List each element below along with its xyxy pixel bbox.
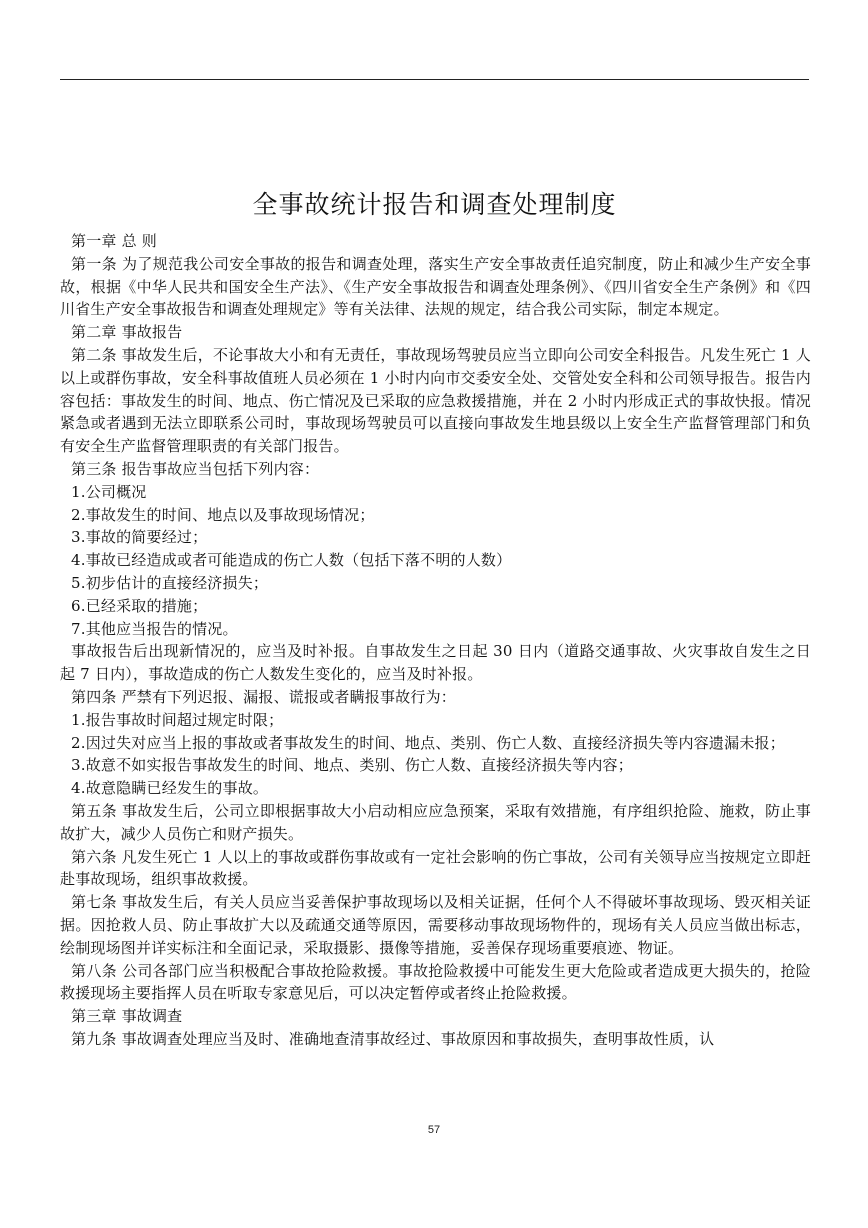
article-paragraph: 第七条 事故发生后，有关人员应当妥善保护事故现场以及相关证据，任何个人不得破坏事故现场、毁灭相关证据。因抢救人员、防止事故扩大以及疏通交通等原因，需要移动事故现场物件的，现场有关人员应当做出标志，绘制现场图并详实标注和全面记录，采取摄影、摄像等措施，妥善保存现场重要痕迹、物证。 xyxy=(60,893,811,957)
body-paragraph: 事故报告后出现新情况的，应当及时补报。自事故发生之日起 30 日内（道路交通事故、火灾事故自发生之日起 7 日内），事故造成的伤亡人数发生变化的，应当及时补报。 xyxy=(60,642,811,684)
chapter-heading: 第一章 总 则 xyxy=(71,232,157,250)
list-item: 2.事故发生的时间、地点以及事故现场情况； xyxy=(71,505,375,524)
document-body xyxy=(60,230,811,1051)
article-paragraph: 第二条 事故发生后，不论事故大小和有无责任，事故现场驾驶员应当立即向公司安全科报告。凡发生死亡 1 人以上或群伤事故，安全科事故值班人员必须在 1 小时内向市交委安全处、交管处安全科和公司领导报告。报告内容包括：事故发生的时间、地点、伤亡情况及已采取的应急救援措施，并在 2 小时内形成正式的事故快报。情况紧急或者遇到无法立即联系公司时，事故现场驾驶员可以直接向事故发生地县级以上安全生产监督管理部门和负有安全生产监督管理职责的有关部门报告。 xyxy=(60,345,811,456)
article-paragraph: 第六条 凡发生死亡 1 人以上的事故或群伤事故或有一定社会影响的伤亡事故，公司有关领导应当按规定立即赶赴事故现场，组织事故救援。 xyxy=(60,847,811,889)
list-item: 1.公司概况 xyxy=(71,482,147,501)
article-paragraph: 第三条 报告事故应当包括下列内容： xyxy=(71,459,320,478)
article-paragraph: 第一条 为了规范我公司安全事故的报告和调查处理，落实生产安全事故责任追究制度，防止和减少生产安全事故，根据《中华人民共和国安全生产法》、《生产安全事故报告和调查处理条例》、《四川省安全生产条例》和《四川省生产安全事故报告和调查处理规定》等有关法律、法规的规定，结合我公司实际，制定本规定。 xyxy=(60,254,811,319)
list-item: 1.报告事故时间超过规定时限； xyxy=(71,710,284,729)
list-item: 3.事故的简要经过； xyxy=(71,528,208,547)
list-item: 6.已经采取的措施； xyxy=(71,596,208,615)
header-rule xyxy=(60,79,809,80)
chapter-heading: 第二章 事故报告 xyxy=(71,323,183,342)
list-item: 3.故意不如实报告事故发生的时间、地点、类别、伤亡人数、直接经济损失等内容； xyxy=(71,756,633,775)
list-item: 4.故意隐瞒已经发生的事故。 xyxy=(71,779,269,798)
list-item: 7.其他应当报告的情况。 xyxy=(71,619,238,638)
document-title: 全事故统计报告和调查处理制度 xyxy=(252,190,617,219)
list-item: 2.因过失对应当上报的事故或者事故发生的时间、地点、类别、伤亡人数、直接经济损失等内容遗漏未报； xyxy=(71,733,785,752)
page-number: 57 xyxy=(427,1124,441,1136)
article-paragraph: 第九条 事故调查处理应当及时、准确地查清事故经过、事故原因和事故损失，查明事故性质，认 xyxy=(71,1029,715,1048)
article-paragraph: 第四条 严禁有下列迟报、漏报、谎报或者瞒报事故行为： xyxy=(71,687,456,706)
list-item: 5.初步估计的直接经济损失； xyxy=(71,573,269,592)
article-paragraph: 第五条 事故发生后，公司立即根据事故大小启动相应应急预案，采取有效措施，有序组织抢险、施救，防止事故扩大，减少人员伤亡和财产损失。 xyxy=(60,801,811,843)
article-paragraph: 第八条 公司各部门应当积极配合事故抢险救援。事故抢险救援中可能发生更大危险或者造成更大损失的，抢险救援现场主要指挥人员在听取专家意见后，可以决定暂停或者终止抢险救援。 xyxy=(60,961,811,1003)
chapter-heading: 第三章 事故调查 xyxy=(71,1007,183,1026)
list-item: 4.事故已经造成或者可能造成的伤亡人数（包括下落不明的人数） xyxy=(71,551,512,570)
